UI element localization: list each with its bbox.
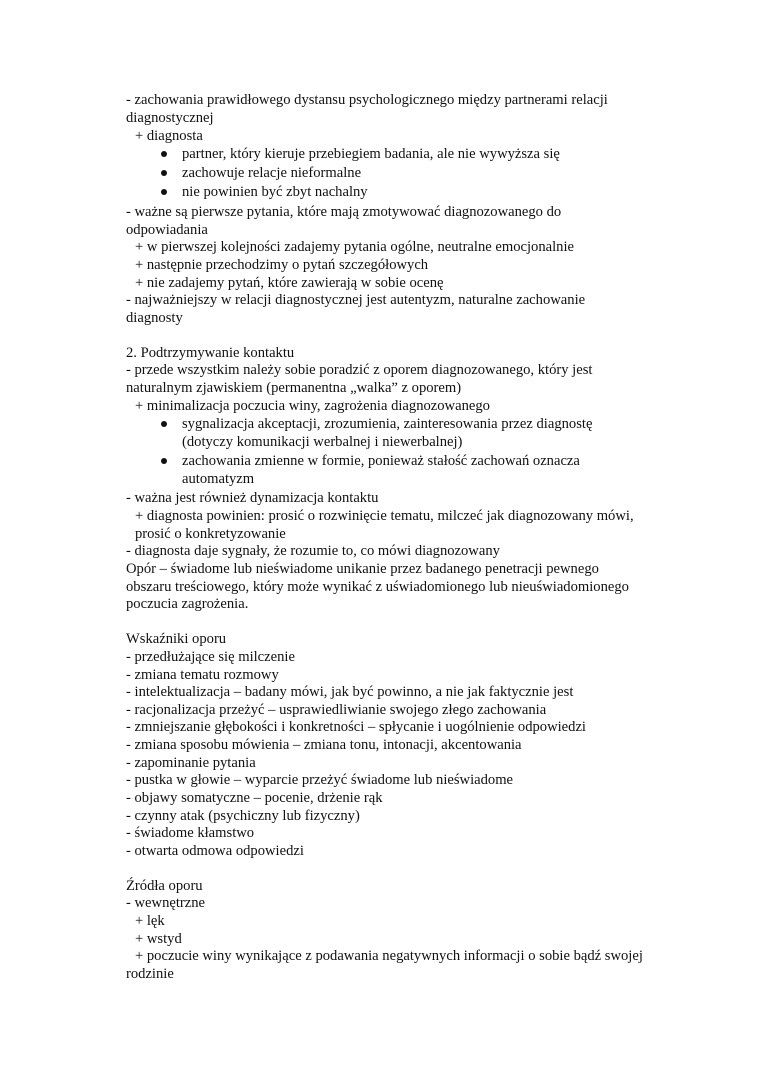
bullet-icon xyxy=(161,458,167,464)
list-item: - intelektualizacja – badany mówi, jak być powinno, a nie jak faktycznie jest xyxy=(126,684,574,700)
text-line: diagnosty xyxy=(126,310,183,326)
list-item: - zmiana sposobu mówienia – zmiana tonu, intonacji, akcentowania xyxy=(126,737,522,753)
text-line: + minimalizacja poczucia winy, zagrożenia diagnozowanego xyxy=(135,398,490,414)
list-item: nie powinien być zbyt nachalny xyxy=(182,184,368,200)
bullet-icon xyxy=(161,421,167,427)
bullet-icon xyxy=(161,189,167,195)
text-line: + poczucie winy wynikające z podawania negatywnych informacji o sobie bądź swojej xyxy=(135,948,643,964)
bullet-icon xyxy=(161,151,167,157)
text-line: - najważniejszy w relacji diagnostycznej jest autentyzm, naturalne zachowanie xyxy=(126,292,586,308)
text-line: Opór – świadome lub nieświadome unikanie przez badanego penetracji pewnego xyxy=(126,561,599,577)
text-line: - wewnętrzne xyxy=(126,895,206,911)
text-line: prosić o konkretyzowanie xyxy=(135,526,286,542)
list-item: zachowuje relacje nieformalne xyxy=(182,165,362,181)
text-line: - ważne są pierwsze pytania, które mają zmotywować diagnozowanego do xyxy=(126,204,562,220)
text-line: naturalnym zjawiskiem (permanentna „walka” z oporem) xyxy=(126,380,462,396)
list-item: - zapominanie pytania xyxy=(126,755,256,771)
text-line: + nie zadajemy pytań, które zawierają w sobie ocenę xyxy=(135,275,444,291)
list-item: (dotyczy komunikacji werbalnej i niewerbalnej) xyxy=(182,434,463,450)
list-item: - zmiana tematu rozmowy xyxy=(126,667,279,683)
text-line: rodzinie xyxy=(126,966,174,982)
text-line: poczucia zagrożenia. xyxy=(126,596,249,612)
list-item: - zmniejszanie głębokości i konkretności – spłycanie i uogólnienie odpowiedzi xyxy=(126,719,586,735)
text-line: + następnie przechodzimy o pytań szczegółowych xyxy=(135,257,429,273)
list-item: - czynny atak (psychiczny lub fizyczny) xyxy=(126,808,360,824)
text-line: + diagnosta xyxy=(135,128,203,144)
list-item: - przedłużające się milczenie xyxy=(126,649,295,665)
text-line: + w pierwszej kolejności zadajemy pytania ogólne, neutralne emocjonalnie xyxy=(135,239,574,255)
list-item: automatyzm xyxy=(182,471,255,487)
text-line: - zachowania prawidłowego dystansu psychologicznego między partnerami relacji xyxy=(126,92,608,108)
section-heading: Wskaźniki oporu xyxy=(126,631,227,647)
list-item: zachowania zmienne w formie, ponieważ stałość zachowań oznacza xyxy=(182,453,580,469)
list-item: - objawy somatyczne – pocenie, drżenie rąk xyxy=(126,790,383,806)
text-line: - diagnosta daje sygnały, że rozumie to, co mówi diagnozowany xyxy=(126,543,500,559)
list-item: - pustka w głowie – wyparcie przeżyć świadome lub nieświadome xyxy=(126,772,514,788)
bullet-icon xyxy=(161,170,167,176)
text-line: obszaru treściowego, który może wynikać z uświadomionego lub nieuświadomionego xyxy=(126,579,629,595)
list-item: partner, który kieruje przebiegiem badania, ale nie wywyższa się xyxy=(182,146,560,162)
list-item: - racjonalizacja przeżyć – usprawiedliwianie swojego złego zachowania xyxy=(126,702,547,718)
list-item: - otwarta odmowa odpowiedzi xyxy=(126,843,304,859)
text-line: + lęk xyxy=(135,913,165,929)
text-line: + diagnosta powinien: prosić o rozwinięcie tematu, milczeć jak diagnozowany mówi, xyxy=(135,508,634,524)
list-item: sygnalizacja akceptacji, zrozumienia, zainteresowania przez diagnostę xyxy=(182,416,593,432)
text-line: odpowiadania xyxy=(126,222,208,238)
text-line: + wstyd xyxy=(135,931,182,947)
text-line: - przede wszystkim należy sobie poradzić z oporem diagnozowanego, który jest xyxy=(126,362,593,378)
text-line: diagnostycznej xyxy=(126,110,214,126)
text-line: - ważna jest również dynamizacja kontaktu xyxy=(126,490,379,506)
section-heading: 2. Podtrzymywanie kontaktu xyxy=(126,345,295,361)
section-heading: Źródła oporu xyxy=(126,878,203,894)
list-item: - świadome kłamstwo xyxy=(126,825,255,841)
